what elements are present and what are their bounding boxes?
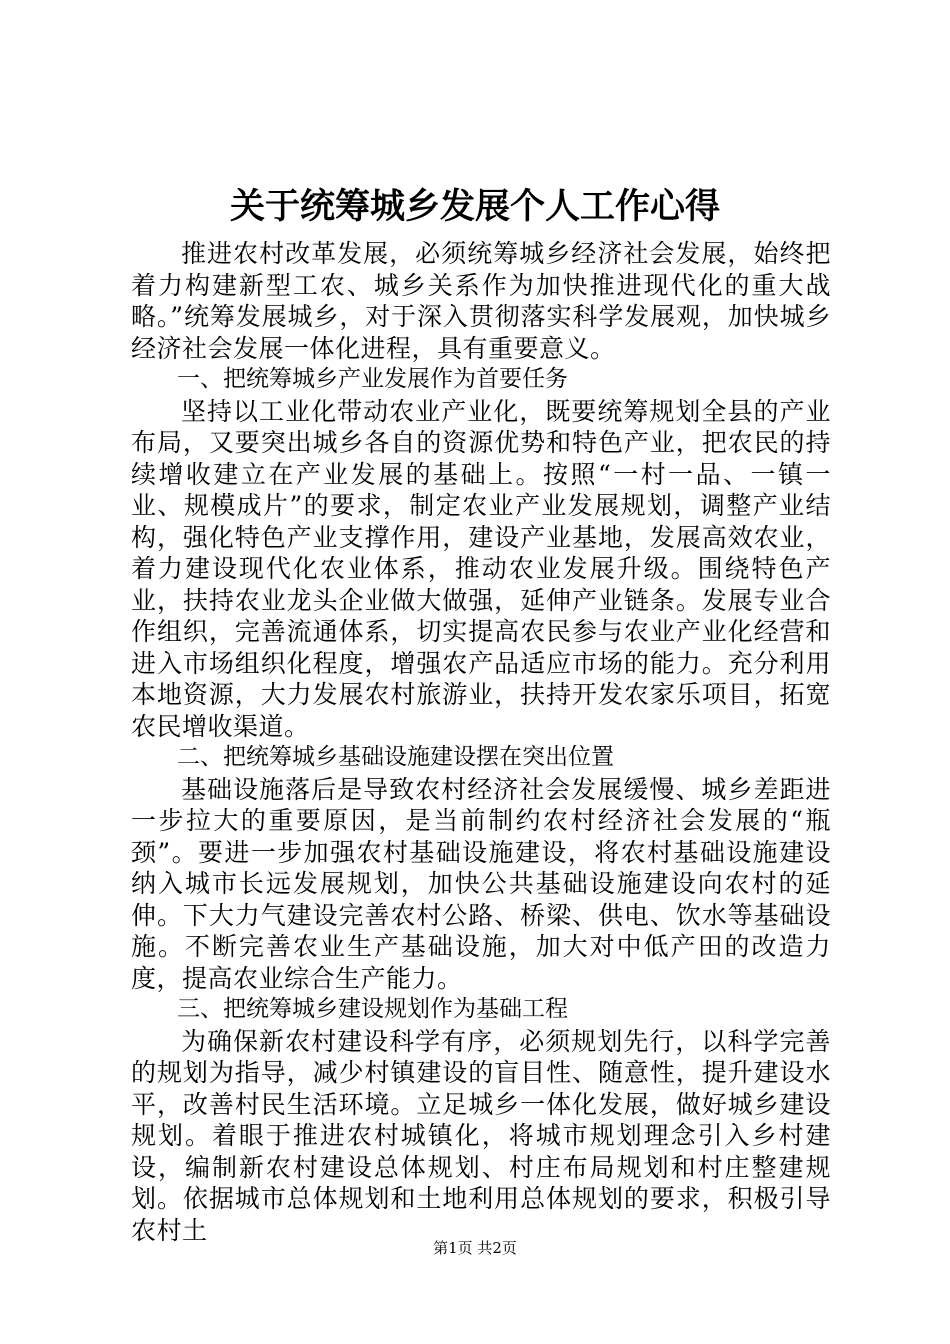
document-body [131, 238, 831, 1246]
section-heading-3: 三、把统筹城乡建设规划作为基础工程 [177, 996, 568, 1022]
section-heading-2: 二、把统筹城乡基础设施建设摆在突出位置 [177, 744, 614, 770]
intro-paragraph: 推进农村改革发展，必须统筹城乡经济社会发展，始终把着力构建新型工农、城乡关系作为加快推进现代化的重大战略。”统筹发展城乡，对于深入贯彻落实科学发展观，加快城乡经济社会发展一体化进程，具有重要意义。 [131, 239, 831, 363]
section-paragraph-3: 为确保新农村建设科学有序，必须规划先行，以科学完善的规划为指导，减少村镇建设的盲目性、随意性，提升建设水平，改善村民生活环境。立足城乡一体化发展，做好城乡建设规划。着眼于推进农村城镇化，将城市规划理念引入乡村建设，编制新农村建设总体规划、村庄布局规划和村庄整建规划。依据城市总体规划和土地利用总体规划的要求，积极引导农村土 [131, 1026, 831, 1245]
page-number-footer: 第1页 共2页 [433, 1239, 517, 1257]
section-heading-1: 一、把统筹城乡产业发展作为首要任务 [177, 366, 568, 392]
document-title: 关于统筹城乡发展个人工作心得 [229, 186, 720, 227]
section-paragraph-2: 基础设施落后是导致农村经济社会发展缓慢、城乡差距进一步拉大的重要原因，是当前制约农村经济社会发展的“瓶颈”。要进一步加强农村基础设施建设，将农村基础设施建设纳入城市长远发展规划，加快公共基础设施建设向农村的延伸。下大力气建设完善农村公路、桥梁、供电、饮水等基础设施。不断完善农业生产基础设施，加大对中低产田的改造力度，提高农业综合生产能力。 [131, 774, 831, 993]
section-paragraph-1: 坚持以工业化带动农业产业化，既要统筹规划全县的产业布局，又要突出城乡各自的资源优势和特色产业，把农民的持续增收建立在产业发展的基础上。按照“一村一品、一镇一业、规模成片”的要求，制定农业产业发展规划，调整产业结构，强化特色产业支撑作用，建设产业基地，发展高效农业，着力建设现代化农业体系，推动农业发展升级。围绕特色产业，扶持农业龙头企业做大做强，延伸产业链条。发展专业合作组织，完善流通体系，切实提高农民参与农业产业化经营和进入市场组织化程度，增强农产品适应市场的能力。充分利用本地资源，大力发展农村旅游业，扶持开发农家乐项目，拓宽农民增收渠道。 [131, 396, 831, 741]
